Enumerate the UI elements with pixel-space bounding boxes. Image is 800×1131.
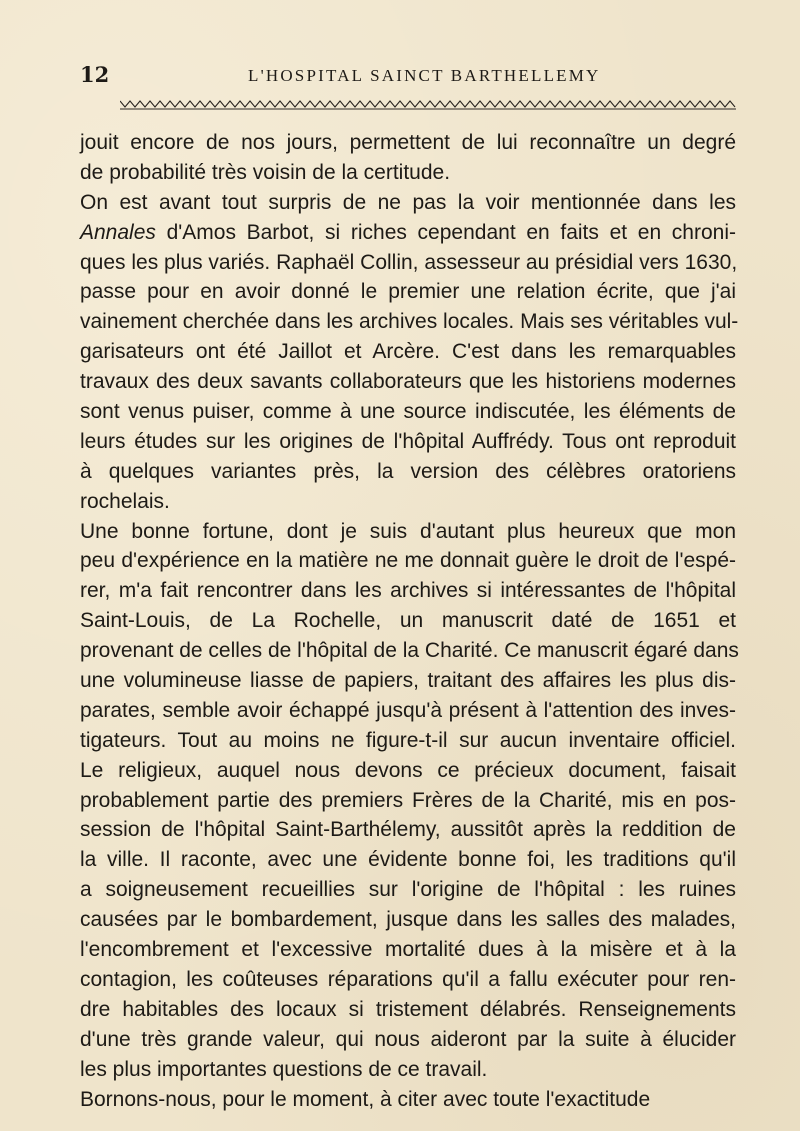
running-head xyxy=(80,58,736,98)
page-number: 12 xyxy=(80,62,110,87)
text-line xyxy=(80,277,736,307)
line-text: d'une très grande valeur, qui nous aideront par la suite à élucider xyxy=(80,1027,736,1051)
line-text: la ville. Il raconte, avec une évidente bonne foi, les traditions qu'il xyxy=(80,848,736,872)
line-text: provenant de celles de l'hôpital de la Charité. Ce manuscrit égaré dans xyxy=(80,639,739,663)
text-line xyxy=(80,128,736,158)
line-text: session de l'hôpital Saint-Barthélemy, aussitôt après la reddition de xyxy=(80,818,736,842)
text-line xyxy=(80,905,736,935)
line-text: a soigneusement recueillies sur l'origine de l'hôpital : les ruines xyxy=(80,878,736,902)
line-text: probablement partie des premiers Frères de la Charité, mis en pos- xyxy=(80,788,736,812)
line-text: vainement cherchée dans les archives locales. Mais ses véritables vul- xyxy=(80,310,739,334)
line-text: peu d'expérience en la matière ne me donnait guère le droit de l'espé- xyxy=(80,549,736,573)
line-text: de probabilité très voisin de la certitude. xyxy=(80,160,451,184)
text-line xyxy=(80,218,736,248)
text-line xyxy=(80,666,736,696)
text-line xyxy=(80,1055,736,1085)
line-text: Bornons-nous, pour le moment, à citer avec toute l'exactitude xyxy=(80,1087,651,1111)
line-text: tigateurs. Tout au moins ne figure-t-il sur aucun inventaire officiel. xyxy=(80,728,736,752)
running-title: L'HOSPITAL SAINCT BARTHELLEMY xyxy=(248,66,601,85)
text-line xyxy=(80,188,736,218)
text-line xyxy=(80,935,736,965)
ornamental-rule xyxy=(120,100,736,110)
text-line xyxy=(80,158,736,188)
text-line xyxy=(80,487,736,517)
text-line xyxy=(80,845,736,875)
line-text: les plus importantes questions de ce travail. xyxy=(80,1057,488,1081)
line-text: rochelais. xyxy=(80,489,170,513)
line-text: travaux des deux savants collaborateurs que les historiens modernes xyxy=(80,370,736,394)
line-text: Saint-Louis, de La Rochelle, un manuscrit daté de 1651 et xyxy=(80,609,736,633)
text-line xyxy=(80,696,736,726)
line-text: On est avant tout surpris de ne pas la voir mentionnée dans les xyxy=(80,190,736,214)
line-text: l'encombrement et l'excessive mortalité dues à la misère et à la xyxy=(80,938,736,962)
body-text xyxy=(80,128,739,1114)
line-text: dre habitables des locaux si tristement délabrés. Renseignements xyxy=(80,997,736,1021)
text-line xyxy=(80,726,736,756)
line-text: Une bonne fortune, dont je suis d'autant plus heureux que mon xyxy=(80,519,736,543)
text-line xyxy=(80,397,736,427)
italic-title: Annales xyxy=(80,220,156,244)
text-line xyxy=(80,636,739,666)
text-line xyxy=(80,1025,736,1055)
line-text: Le religieux, auquel nous devons ce précieux document, faisait xyxy=(80,758,736,782)
text-line xyxy=(80,786,736,816)
line-text: ques les plus variés. Raphaël Collin, assesseur au présidial vers 1630, xyxy=(80,250,738,274)
line-text: à quelques variantes près, la version des célèbres oratoriens xyxy=(80,459,736,483)
text-line xyxy=(80,546,736,576)
text-line xyxy=(80,427,736,457)
text-line xyxy=(80,1085,736,1115)
line-text: passe pour en avoir donné le premier une relation écrite, que j'ai xyxy=(80,280,736,304)
text-line xyxy=(80,815,736,845)
line-text: rer, m'a fait rencontrer dans les archives si intéressantes de l'hôpital xyxy=(80,579,736,603)
line-text: une volumineuse liasse de papiers, traitant des affaires les plus dis- xyxy=(80,669,736,693)
text-line xyxy=(80,606,736,636)
text-line xyxy=(80,517,736,547)
text-line xyxy=(80,337,736,367)
text-line xyxy=(80,965,736,995)
line-text: sont venus puiser, comme à une source indiscutée, les éléments de xyxy=(80,400,736,424)
line-text: leurs études sur les origines de l'hôpital Auffrédy. Tous ont reproduit xyxy=(80,429,736,453)
line-text: d'Amos Barbot, si riches cependant en faits et en chroni- xyxy=(155,220,736,244)
text-line xyxy=(80,248,736,278)
text-line xyxy=(80,307,739,337)
line-text: jouit encore de nos jours, permettent de lui reconnaître un degré xyxy=(80,131,736,154)
text-line xyxy=(80,995,736,1025)
text-line xyxy=(80,367,736,397)
line-text: contagion, les coûteuses réparations qu'il a fallu exécuter pour ren- xyxy=(80,967,736,991)
text-line xyxy=(80,457,736,487)
text-line xyxy=(80,756,736,786)
line-text: causées par le bombardement, jusque dans les salles des malades, xyxy=(80,908,736,932)
line-text: parates, semble avoir échappé jusqu'à présent à l'attention des inves- xyxy=(80,698,736,722)
line-text: garisateurs ont été Jaillot et Arcère. C'est dans les remarquables xyxy=(80,340,736,364)
text-line xyxy=(80,576,736,606)
text-line xyxy=(80,875,736,905)
